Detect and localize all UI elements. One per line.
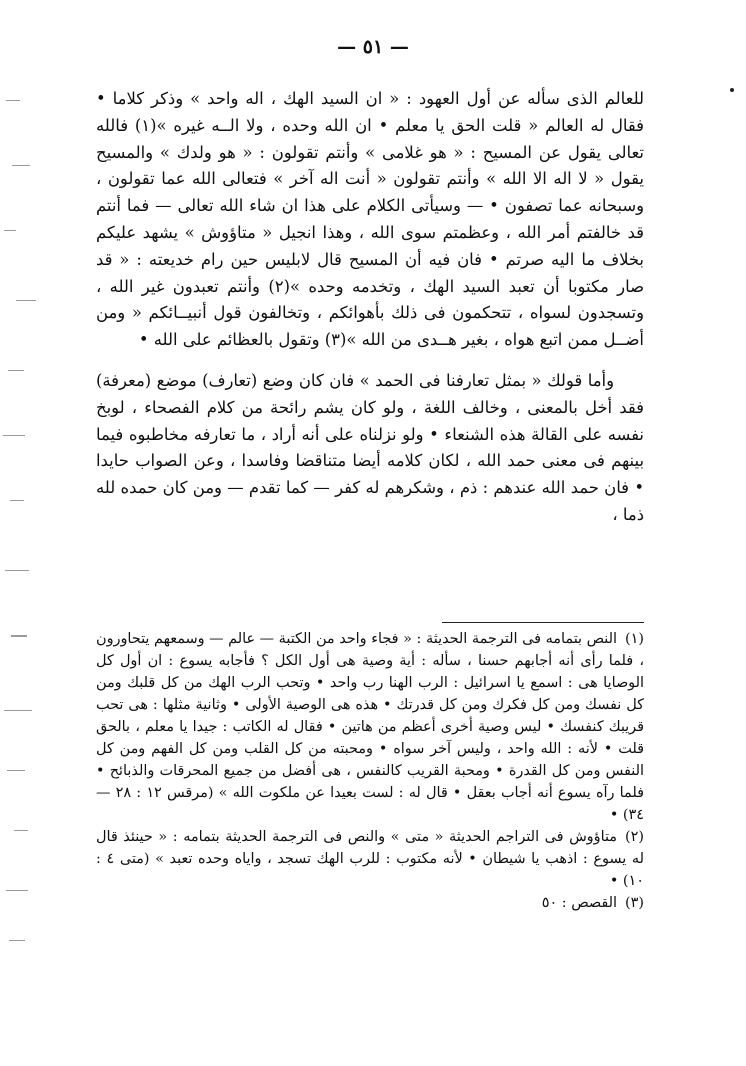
body-paragraph-1: للعالم الذى سأله عن أول العهود : « ان السيد الهك ، اله واحد » وذكر كلاما • فقال له العالم « قلت الحق يا معلم • ان الله وحده ، ولا الــه غيره »(١) فالله تعالى يقول عن المسيح : « هو غلامى » وأنتم تقولون : « هو ولدك » والمسيح يقول « لا اله الا الله » وأنتم تقولون « أنت اله آخر » فتعالى الله عما تقولون ، وسبحانه عما تصفون • — وسيأتى الكلام على هذا ان شاء الله تعالى — فما أنتم قد خالفتم أمر الله ، وعظمتم سوى الله ، وهذا انجيل « متاؤوش » يشهد عليكم بخلاف ما اليه صرتم • فان فيه أن المسيح قال لابليس حين رام خديعته : « قد صار مكتوبا أن تعبد السيد الهك ، وتخدمه وحده »(٢) وأنتم تعبدون غير الله ، وتسجدون لسواه ، تتحكمون فى ذلك بأهوائكم ، وتخالفون قول أنبيــائكم « ومن أضــل ممن اتبع هواه ، بغير هــدى من الله »(٣) وتقول بالعظائم على الله • <box>96 89 644 350</box>
footnote-1 <box>96 628 644 826</box>
scan-noise-graphic <box>2 70 42 970</box>
footnote-text: النص بتمامه فى الترجمة الحديثة : « فجاء واحد من الكتبة — عالم — وسمعهم يتحاورون ، فلما رأى أنه أجابهم حسنا ، سأله : أية وصية هى أول الكل ؟ فأجابه يسوع : ان أول كل الوصايا هى : اسمع يا اسرائيل : الرب الهنا رب واحد • وتحب الرب الهك من كل قلبك ومن كل نفسك ومن كل فكرك ومن كل قدرتك • هذه هى الوصية الأولى • وثانية مثلها : هى تحب قريبك كنفسك • ليس وصية أخرى أعظم من هاتين • فقال له الكاتب : جيدا يا معلم ، بالحق قلت • لأنه : الله واحد ، وليس آخر سواه • ومحبته من كل القلب ومن كل الفهم ومن كل النفس ومن كل القدرة • ومحبة القريب كالنفس ، هى أفضل من جميع المحرقات والذبائح • فلما رآه يسوع أنه أجاب بعقل • قال له : لست بعيدا عن ملكوت الله » (مرقس ١٢ : ٢٨ — ٣٤) • <box>96 631 644 823</box>
main-text <box>96 86 644 529</box>
scan-margin-noise <box>2 70 42 970</box>
footnotes <box>96 628 644 914</box>
scan-speck <box>730 88 734 92</box>
footnote-separator <box>442 622 644 623</box>
footnote-number: (٣) <box>625 895 644 911</box>
page-number: — ٥١ — <box>337 36 409 58</box>
footnote-text: متاؤوش فى التراجم الحديثة « متى » والنص فى الترجمة الحديثة بتمامه : « حينئذ قال له يسوع : اذهب يا شيطان • لأنه مكتوب : للرب الهك تسجد ، واياه وحده تعبد » (متى ٤ : ١٠) • <box>96 829 644 889</box>
footnote-number: (٢) <box>625 829 644 845</box>
footnote-3 <box>96 892 644 914</box>
body-paragraph-2: وأما قولك « بمثل تعارفنا فى الحمد » فان كان وضع (تعارف) موضع (معرفة) فقد أخل بالمعنى ، وخالف اللغة ، ولو كان يشم رائحة من كلام الفصحاء ، لوبخ نفسه على القالة هذه الشنعاء • ولو نزلناه على أنه أراد ، ما تعارفه مخاطبوه فيما بينهم فى معنى حمد الله ، لكان كلامه أيضا متناقضا وفاسدا ، وعن الصواب حايدا • فان حمد الله عندهم : ذم ، وشكرهم له كفر — كما تقدم — ومن كان حمده لله ذما ، <box>96 370 644 524</box>
footnote-2 <box>96 826 644 892</box>
footnote-number: (١) <box>625 631 644 647</box>
footnote-text: القصص : ٥٠ <box>541 895 618 911</box>
